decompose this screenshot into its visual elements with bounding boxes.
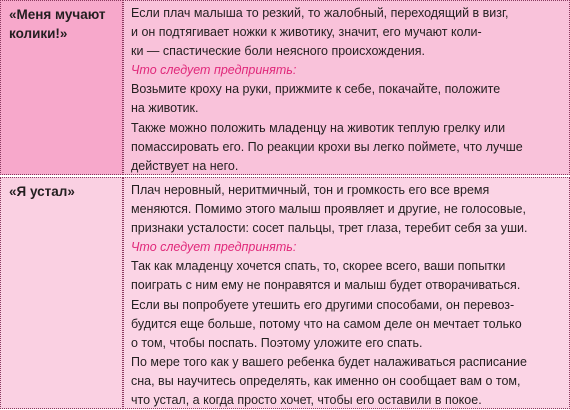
text-line: Если вы попробуете утешить его другими способами, он перевоз- xyxy=(131,297,515,312)
text-line: будится еще больше, потому что на самом деле он мечтает только xyxy=(131,316,522,331)
text-line: Плач неровный, неритмичный, тон и громкость его все время xyxy=(131,183,490,197)
text-line: Если плач малыша то резкий, то жалобный, переходящий в визг, xyxy=(131,6,509,20)
text-line: Также можно положить младенцу на животик теплую грелку или xyxy=(131,120,506,135)
table-row xyxy=(0,177,570,409)
text-line: ки — спастические боли неясного происхождения. xyxy=(131,44,426,59)
label-cell xyxy=(0,177,123,409)
table-row xyxy=(0,0,570,175)
text-line: Так как младенцу хочется спать, то, скорее всего, ваши попытки xyxy=(131,259,506,274)
text-line: поиграть с ним ему не понравятся и малыш будет отворачиваться. xyxy=(131,278,521,293)
text-line: на животик. xyxy=(131,101,199,116)
text-line: что устал, а когда просто хочет, чтобы его оставили в покое. xyxy=(131,393,482,408)
text-line: сна, вы научитесь определять, как именно он сообщает вам о том, xyxy=(131,373,521,388)
advice-subheading: Что следует предпринять: xyxy=(131,240,297,255)
advice-subheading: Что следует предпринять: xyxy=(131,63,297,78)
text-line: признаки усталости: сосет пальцы, трет глаза, теребит себя за уши. xyxy=(131,221,528,236)
row-label: «Меня мучают колики!» xyxy=(9,7,106,41)
description-text xyxy=(131,4,567,176)
row-label: «Я устал» xyxy=(9,184,75,199)
text-line: и он подтягивает ножки к животику, значит, его мучают коли- xyxy=(131,25,482,40)
text-line: помассировать его. По реакции крохи вы легко поймете, что лучше xyxy=(131,139,523,154)
text-line: Возьмите кроху на руки, прижмите к себе, покачайте, положите xyxy=(131,82,501,97)
text-line: о том, чтобы поспать. Поэтому уложите его спать. xyxy=(131,335,423,350)
label-cell xyxy=(0,0,123,175)
description-text xyxy=(131,181,567,410)
description-cell xyxy=(123,177,570,409)
text-line: По мере того как у вашего ребенка будет налаживаться расписание xyxy=(131,354,527,369)
text-line: действует на него. xyxy=(131,158,239,173)
description-cell xyxy=(123,0,570,175)
text-line: меняются. Помимо этого малыш проявляет и другие, не голосовые, xyxy=(131,202,526,217)
